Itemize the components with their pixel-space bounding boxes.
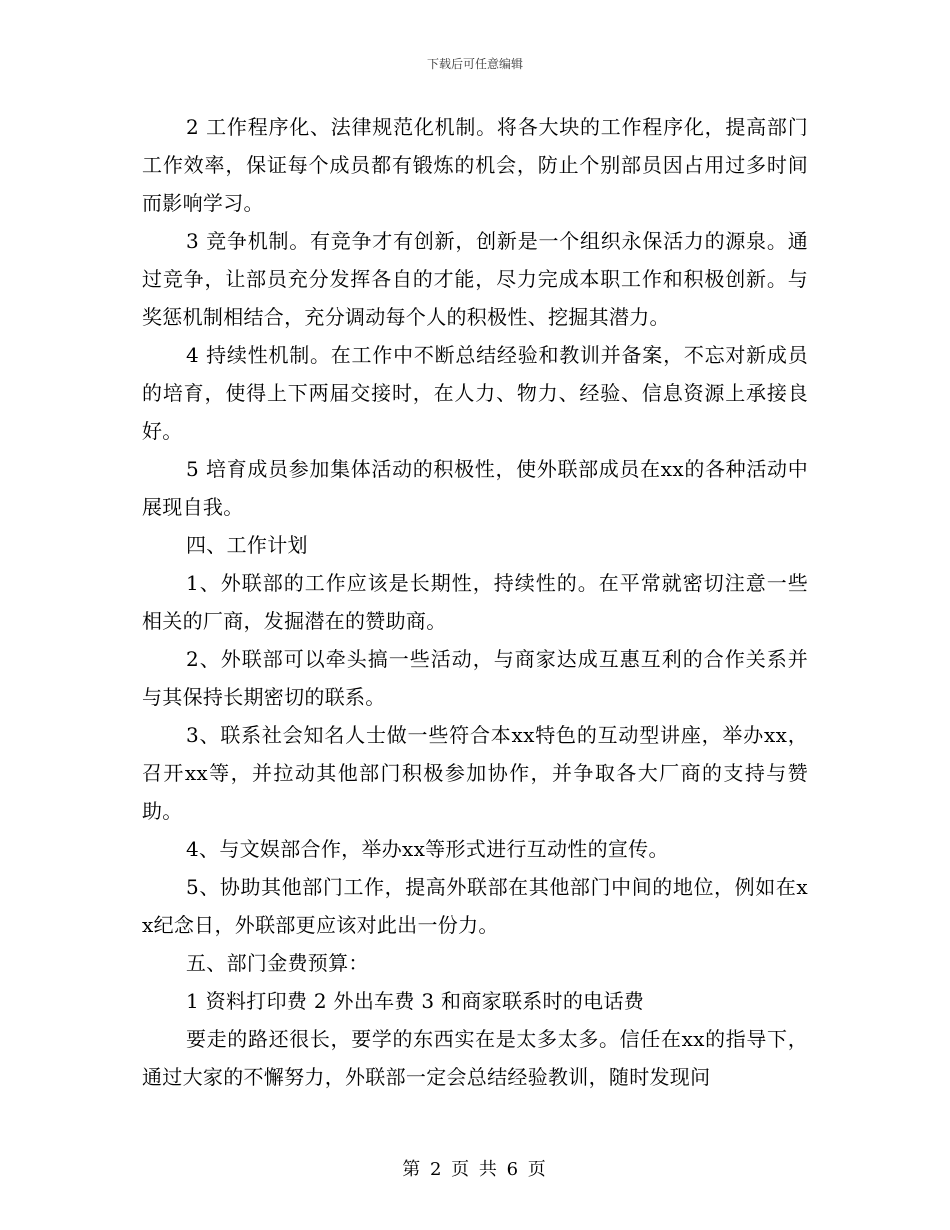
paragraph-plan-5: 5、协助其他部门工作，提高外联部在其他部门中间的地位，例如在xx纪念日，外联部更应该对此出一份力。 [142, 875, 808, 937]
paragraph-plan-3: 3、联系社会知名人士做一些符合本xx特色的互动型讲座，举办xx，召开xx等，并拉动其他部门积极参加协作，并争取各大厂商的支持与赞助。 [142, 723, 808, 823]
paragraph-closing: 要走的路还很长，要学的东西实在是太多太多。信任在xx的指导下，通过大家的不懈努力，外联部一定会总结经验教训，随时发现问 [142, 1027, 808, 1089]
paragraph-budget-items: 1 资料打印费 2 外出车费 3 和商家联系时的电话费 [186, 989, 645, 1013]
paragraph-mechanism-3: 3 竞争机制。有竞争才有创新，创新是一个组织永保活力的源泉。通过竞争，让部员充分发挥各自的才能，尽力完成本职工作和积极创新。与奖惩机制相结合，充分调动每个人的积极性、挖掘其潜力。 [142, 229, 808, 329]
page-number-footer: 第 2 页 共 6 页 [402, 1159, 548, 1180]
section-heading-work-plan: 四、工作计划 [186, 533, 308, 557]
paragraph-mechanism-4: 4 持续性机制。在工作中不断总结经验和教训并备案，不忘对新成员的培育，使得上下两届交接时，在人力、物力、经验、信息资源上承接良好。 [142, 343, 808, 443]
section-heading-budget: 五、部门金费预算： [186, 951, 369, 975]
paragraph-mechanism-5: 5 培育成员参加集体活动的积极性，使外联部成员在xx的各种活动中展现自我。 [142, 457, 808, 519]
document-body [142, 108, 808, 1096]
page-header-note: 下载后可任意编辑 [426, 57, 523, 71]
paragraph-plan-4: 4、与文娱部合作，举办xx等形式进行互动性的宣传。 [186, 837, 669, 861]
paragraph-mechanism-2: 2 工作程序化、法律规范化机制。将各大块的工作程序化，提高部门工作效率，保证每个成员都有锻炼的机会，防止个别部员因占用过多时间而影响学习。 [142, 115, 808, 215]
paragraph-plan-1: 1、外联部的工作应该是长期性，持续性的。在平常就密切注意一些相关的厂商，发掘潜在的赞助商。 [142, 571, 808, 633]
paragraph-plan-2: 2、外联部可以牵头搞一些活动，与商家达成互惠互利的合作关系并与其保持长期密切的联系。 [142, 647, 808, 709]
